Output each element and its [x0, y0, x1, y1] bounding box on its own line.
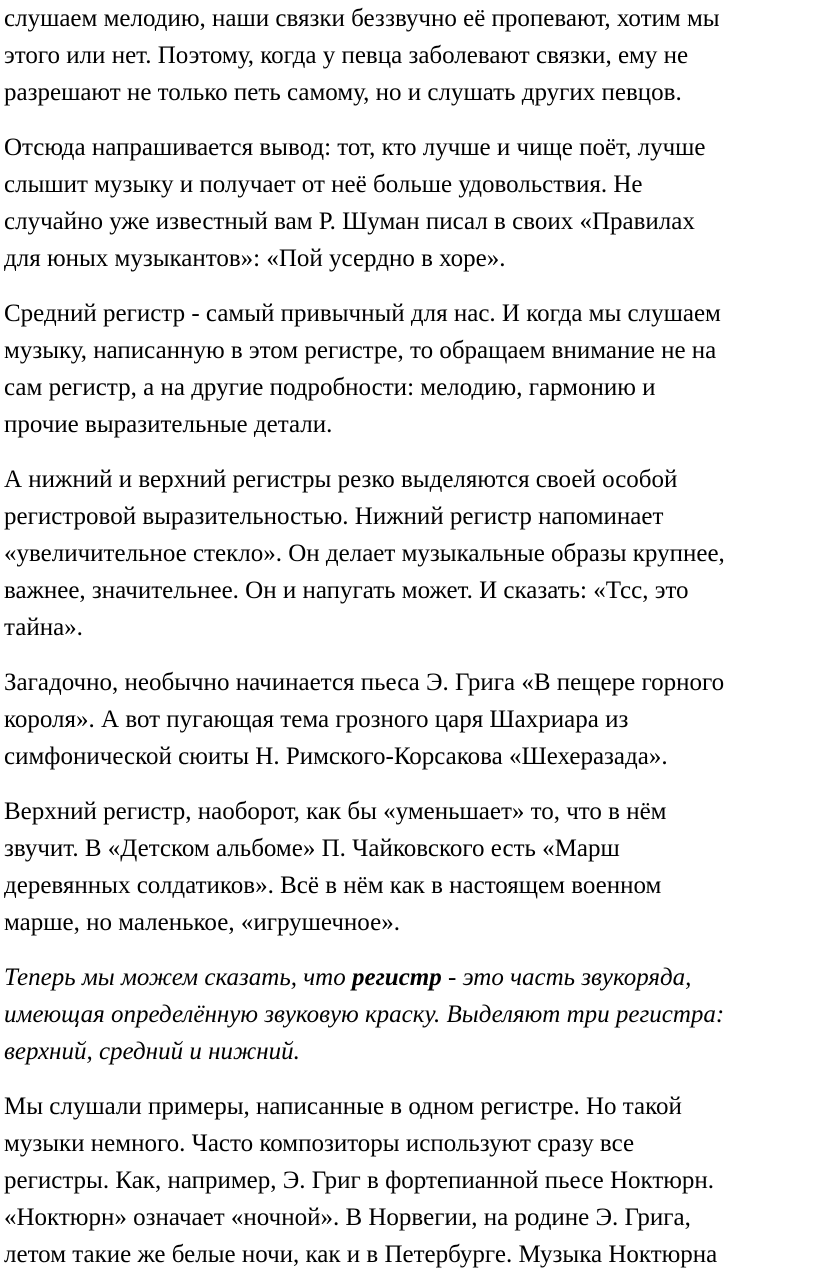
- text-line: Мы слушали примеры, написанные в одном регистре. Но такой: [4, 1093, 682, 1120]
- text-line: музыку, написанную в этом регистре, то обращаем внимание не на: [4, 337, 717, 364]
- text-line: регистры. Как, например, Э. Григ в фортепианной пьесе Ноктюрн.: [4, 1167, 715, 1194]
- text-line: летом такие же белые ночи, как и в Петербурге. Музыка Ноктюрна: [4, 1241, 718, 1268]
- definition-tail: - это часть звукоряда,: [441, 964, 692, 991]
- paragraph-middle-register: [4, 295, 812, 443]
- paragraph-nocturne: [4, 1088, 812, 1273]
- paragraph-singing-voice: [4, 0, 812, 111]
- text-line: прочие выразительные детали.: [4, 411, 333, 438]
- text-line: музыки немного. Часто композиторы используют сразу все: [4, 1130, 635, 1157]
- paragraph-conclusion: [4, 129, 812, 277]
- definition-line: имеющая определённую звуковую краску. Выделяют три регистра:: [4, 1001, 725, 1028]
- text-line: звучит. В «Детском альбоме» П. Чайковского есть «Марш: [4, 835, 620, 862]
- text-line: слушаем мелодию, наши связки беззвучно её пропевают, хотим мы: [4, 5, 720, 32]
- definition-term: регистр: [351, 964, 442, 991]
- text-line: слышит музыку и получает от неё больше удовольствия. Не: [4, 171, 643, 198]
- text-line: регистровой выразительностью. Нижний регистр напоминает: [4, 503, 664, 530]
- text-line: Загадочно, необычно начинается пьеса Э. Грига «В пещере горного: [4, 669, 725, 696]
- text-line: А нижний и верхний регистры резко выделяются своей особой: [4, 466, 678, 493]
- text-line: разрешают не только петь самому, но и слушать других певцов.: [4, 79, 682, 106]
- text-line: «Ноктюрн» означает «ночной». В Норвегии, на родине Э. Грига,: [4, 1204, 691, 1231]
- definition-line: верхний, средний и нижний.: [4, 1038, 300, 1065]
- text-line: случайно уже известный вам Р. Шуман писал в своих «Правилах: [4, 208, 695, 235]
- text-line: этого или нет. Поэтому, когда у певца заболевают связки, ему не: [4, 42, 689, 69]
- paragraph-register-definition: [4, 959, 812, 1070]
- text-line: сам регистр, а на другие подробности: мелодию, гармонию и: [4, 374, 656, 401]
- text-line: Отсюда напрашивается вывод: тот, кто лучше и чище поёт, лучше: [4, 134, 706, 161]
- text-line: для юных музыкантов»: «Пой усердно в хоре».: [4, 245, 506, 272]
- paragraph-grieg-examples: [4, 664, 812, 775]
- text-line: тайна».: [4, 614, 83, 641]
- text-line: Верхний регистр, наоборот, как бы «уменьшает» то, что в нём: [4, 798, 667, 825]
- text-line: Средний регистр - самый привычный для нас. И когда мы слушаем: [4, 300, 721, 327]
- paragraph-low-high-registers: [4, 461, 812, 646]
- text-line: марше, но маленькое, «игрушечное».: [4, 909, 400, 936]
- text-line: «увеличительное стекло». Он делает музыкальные образы крупнее,: [4, 540, 725, 567]
- text-line: деревянных солдатиков». Всё в нём как в настоящем военном: [4, 872, 662, 899]
- paragraph-upper-register: [4, 793, 812, 941]
- definition-lead: Теперь мы можем сказать, что: [4, 964, 352, 991]
- text-line: короля». А вот пугающая тема грозного царя Шахриара из: [4, 706, 629, 733]
- text-line: симфонической сюиты Н. Римского-Корсакова «Шехеразада».: [4, 743, 668, 770]
- definition-line: [4, 959, 812, 996]
- text-line: важнее, значительнее. Он и напугать может. И сказать: «Тсс, это: [4, 577, 689, 604]
